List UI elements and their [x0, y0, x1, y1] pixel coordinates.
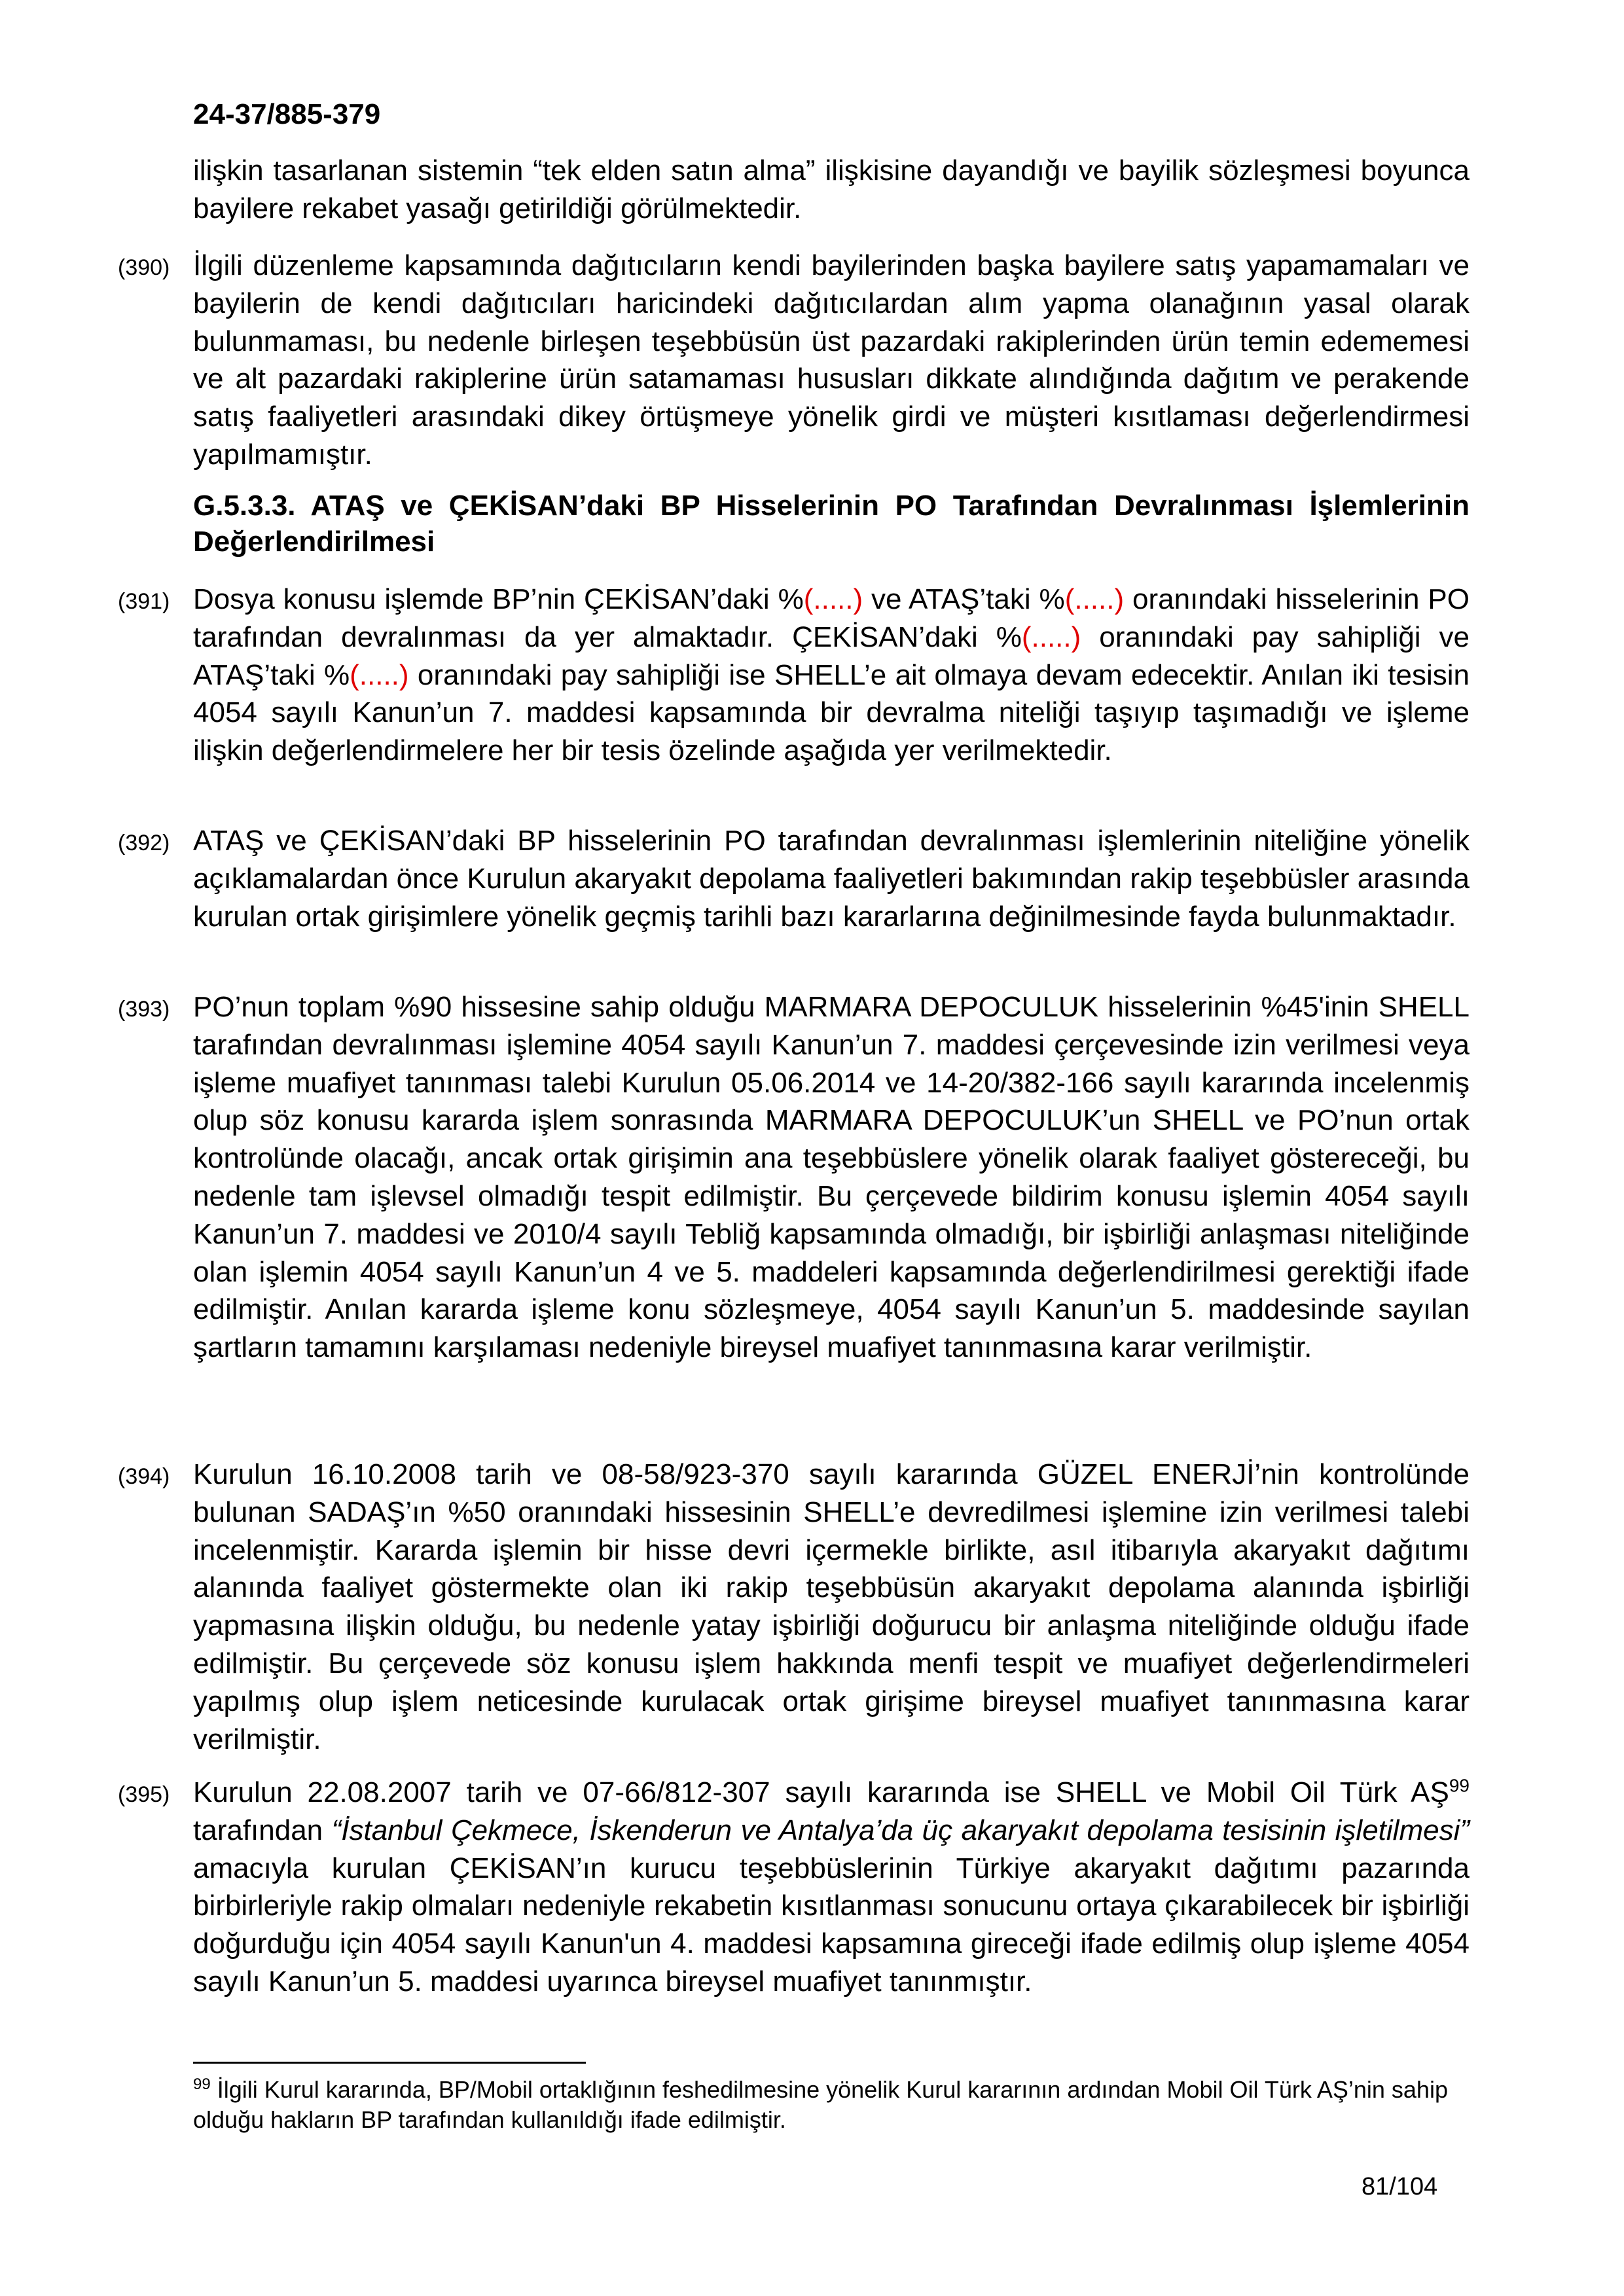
- paragraph-number-392: (392): [118, 831, 170, 855]
- paragraph-number-394: (394): [118, 1464, 170, 1489]
- p391-text-2: ve ATAŞ’taki %: [863, 583, 1065, 615]
- footnote-number: 99: [193, 2075, 211, 2093]
- footnote-divider: [193, 2062, 586, 2064]
- footnote-text: İlgili Kurul kararında, BP/Mobil ortaklığının feshedilmesine yönelik Kurul kararının ardından Mobil Oil Türk AŞ’nin sahip olduğu hakların BP tarafından kullanıldığı ifade edilmiştir.: [193, 2076, 1448, 2133]
- paragraph-392: ATAŞ ve ÇEKİSAN’daki BP hisselerinin PO tarafından devralınması işlemlerinin niteliğine yönelik açıklamalardan önce Kurulun akaryakıt depolama faaliyetleri bakımından rakip teşebbüsler arasında kurulan ortak girişimlere yönelik geçmiş tarihli bazı kararlarına değinilmesinde fayda bulunmaktadır.: [193, 825, 1470, 933]
- p395-italic-quote: “İstanbul Çekmece, İskenderun ve Antalya’da üç akaryakıt depolama tesisinin işletilmesi”: [331, 1814, 1470, 1846]
- paragraph-390: İlgili düzenleme kapsamında dağıtıcıların kendi bayilerinden başka bayilere satış yapamamaları ve bayilerin de kendi dağıtıcıları haricindeki dağıtıcılardan alım yapma olanağının yasal olarak bulunmaması, bu nedenle birleşen teşebbüsün üst pazardaki rakiplerinden ürün temin edememesi ve alt pazardaki rakiplerine ürün satamaması hususları dikkate alındığında dağıtım ve perakende satış faaliyetleri arasındaki dikey örtüşmeye yönelik girdi ve müşteri kısıtlaması değerlendirmesi yapılmamıştır.: [193, 249, 1470, 471]
- intro-paragraph: ilişkin tasarlanan sistemin “tek elden satın alma” ilişkisine dayandığı ve bayilik sözleşmesi boyunca bayilere rekabet yasağı getirildiği görülmektedir.: [193, 154, 1470, 224]
- p395-text-3: amacıyla kurulan ÇEKİSAN’ın kurucu teşebbüslerinin Türkiye akaryakıt dağıtımı pazarında birbirleriyle rakip olmaları nedeniyle rekabetin kısıtlanması sonucunu ortaya çıkarabilecek bir işbirliği doğurduğu için 4054 sayılı Kanun'un 4. maddesi kapsamına gireceği ifade edilmiş olup işleme 4054 sayılı Kanun’un 5. maddesi uyarınca bireysel muafiyet tanınmıştır.: [193, 1852, 1470, 1998]
- section-heading: G.5.3.3. ATAŞ ve ÇEKİSAN’daki BP Hisselerinin PO Tarafından Devralınması İşlemlerinin Değerlendirilmesi: [193, 490, 1470, 558]
- redacted-value: (.....): [350, 658, 409, 691]
- paragraph-395: [193, 1774, 1470, 2001]
- paragraph-394: Kurulun 16.10.2008 tarih ve 08-58/923-370 sayılı kararında GÜZEL ENERJİ’nin kontrolünde bulunan SADAŞ’ın %50 oranındaki hissesinin SHELL’e devredilmesi işlemine izin verilmesi talebi incelenmiştir. Kararda işlemin bir hisse devri içermekle birlikte, asıl itibarıyla akaryakıt dağıtımı alanında faaliyet göstermekte olan iki rakip teşebbüsün akaryakıt depolama alanında işbirliği yapmasına ilişkin olduğu, bu nedenle yatay işbirliği doğurucu bir anlaşma niteliğinde olduğu ifade edilmiştir. Bu çerçevede söz konusu işlem hakkında menfi tespit ve muafiyet değerlendirmeleri yapılmış olup işlem neticesinde kurulacak ortak girişime bireysel muafiyet tanınmasına karar verilmiştir.: [193, 1458, 1470, 1755]
- p395-text-2: tarafından: [193, 1814, 332, 1846]
- p391-text-5: oranındaki pay sahipliği ise SHELL’e ait olmaya devam edecektir. Anılan iki tesisin 4054 sayılı Kanun’un 7. maddesi kapsamında bir devralma niteliği taşıyıp taşımadığı ve işleme ilişkin değerlendirmelere her bir tesis özelinde aşağıda yer verilmektedir.: [193, 658, 1470, 767]
- paragraph-number-391: (391): [118, 589, 170, 614]
- footnote-reference: 99: [1449, 1775, 1470, 1796]
- p391-text-3: oranındaki hisselerinin PO tarafından devralınması da yer almaktadır. ÇEKİSAN’daki %: [193, 583, 1470, 653]
- footnote: [193, 2075, 1470, 2135]
- redacted-value: (.....): [803, 583, 863, 615]
- paragraph-number-393: (393): [118, 997, 170, 1022]
- paragraph-393: PO’nun toplam %90 hissesine sahip olduğu MARMARA DEPOCULUK hisselerinin %45'inin SHELL tarafından devralınması işlemine 4054 sayılı Kanun’un 7. maddesi çerçevesinde izin verilmesi veya işleme muafiyet tanınması talebi Kurulun 05.06.2014 ve 14-20/382-166 sayılı kararında incelenmiş olup söz konusu kararda işlem sonrasında MARMARA DEPOCULUK’un SHELL ve PO’nun ortak kontrolünde olacağı, ancak ortak girişimin ana teşebbüslere yönelik olarak faaliyet göstereceği, bu nedenle tam işlevsel olmadığı tespit edilmiştir. Bu çerçevede bildirim konusu işlemin 4054 sayılı Kanun’un 7. maddesi ve 2010/4 sayılı Tebliğ kapsamında olmadığı, bir işbirliği anlaşması niteliğinde olan işlemin 4054 sayılı Kanun’un 4 ve 5. maddeleri kapsamında değerlendirilmesi gerektiği ifade edilmiştir. Anılan kararda işleme konu sözleşmeye, 4054 sayılı Kanun’un 5. maddesinde sayılan şartların tamamını karşılaması nedeniyle bireysel muafiyet tanınmasına karar verilmiştir.: [193, 991, 1470, 1364]
- document-number: 24-37/885-379: [193, 98, 381, 130]
- paragraph-391: [193, 581, 1470, 770]
- page-number: 81/104: [1362, 2173, 1438, 2200]
- paragraph-number-390: (390): [118, 255, 170, 280]
- redacted-value: (.....): [1021, 620, 1081, 653]
- p391-text-1: Dosya konusu işlemde BP’nin ÇEKİSAN’daki %: [193, 583, 804, 615]
- redacted-value: (.....): [1064, 583, 1125, 615]
- p395-text-1: Kurulun 22.08.2007 tarih ve 07-66/812-307 sayılı kararında ise SHELL ve Mobil Oil Türk AŞ: [193, 1776, 1449, 1808]
- paragraph-number-395: (395): [118, 1782, 170, 1807]
- p391-text-4: oranındaki pay sahipliği ve ATAŞ’taki %: [193, 620, 1470, 691]
